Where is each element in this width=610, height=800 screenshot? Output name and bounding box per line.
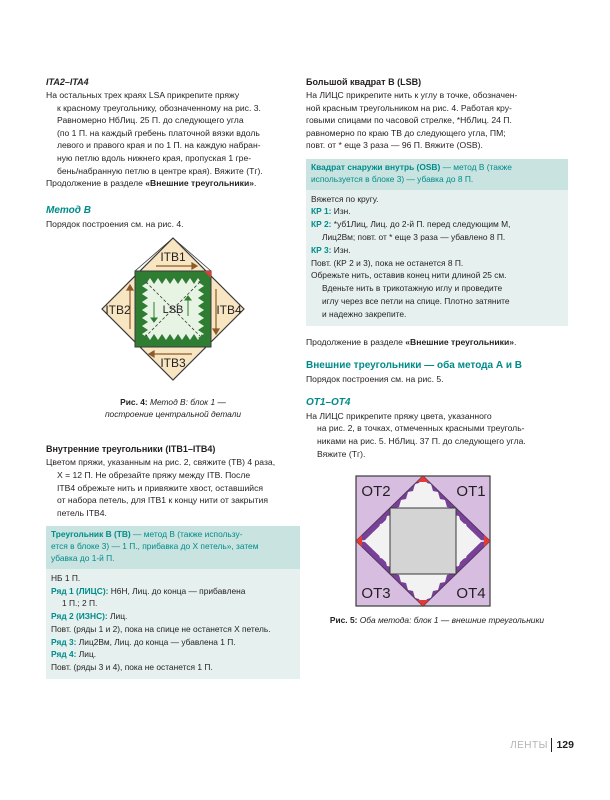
- inner-text-line: петель ITB4.: [57, 507, 107, 518]
- method-b-text: Порядок построения см. на рис. 4.: [46, 218, 184, 229]
- fig5-label-tl: ОТ2: [361, 483, 391, 501]
- inner-text-line: Цветом пряжи, указанным на рис. 2, свяжите (ТВ) 4 раза,: [46, 457, 276, 468]
- big-text-line: повт. от * еще 3 раза — 96 П. Вяжите (OSB).: [306, 140, 483, 151]
- big-text-line: ной красным треугольником на рис. 4. Работая кру-: [306, 102, 512, 113]
- outer-triangles-title: Внешние треугольники — оба метода А и В: [306, 360, 523, 372]
- fig5-caption: Рис. 5: Оба метода: блок 1 — внешние треугольники: [329, 615, 545, 626]
- ot-text-line: на рис. 2, в точках, отмеченных красными треуголь-: [317, 423, 525, 434]
- osb-continuation: Продолжение в разделе «Внешние треугольники».: [306, 336, 517, 347]
- method-b-title: Метод В: [46, 204, 91, 216]
- big-text-line: На ЛИЦС прикрепите нить к углу в точке, обозначен-: [306, 90, 518, 100]
- box-line: и надежно закрепите.: [322, 308, 407, 319]
- box-row-1-cont: 1 П.; 2 П.: [62, 598, 98, 609]
- box-row-1: Ряд 1 (ЛИЦС): Н6Н, Лиц. до конца — прибавлена: [51, 585, 246, 596]
- continuation-link: «Внешние треугольники»: [145, 178, 255, 189]
- ita-text-line: бень/набранную петлю в центре края). Вяжите (Тг).: [57, 165, 263, 176]
- triangle-b-box-header: Треугольник В (ТВ) — метод В (также использу- ется в блоке 3) — 1 П., прибавка до X петель», затем убавка до 1-й П.: [46, 526, 300, 568]
- inner-triangles-title: Внутренние треугольники (ITB1–ITB4): [46, 444, 216, 455]
- fig5-label-tr: ОТ1: [456, 483, 486, 501]
- box-line: иглу через все петли на спице. Плотно затяните: [322, 295, 510, 306]
- page-number: 129: [556, 739, 574, 751]
- box-kr-2-cont: Лиц2Вм; повт. от * еще 3 раза — убавлено 8 П.: [322, 231, 506, 242]
- fig5-label-bl: ОТ3: [361, 585, 391, 603]
- fig4-caption-line2: построение центральной детали: [104, 409, 242, 420]
- inner-text-line: от набора петель, для ITB1 к концу нити от закрытия: [57, 495, 268, 506]
- box-line: Вяжется по кругу.: [311, 193, 379, 204]
- ita-continuation: Продолжение в разделе «Внешние треугольники».: [46, 178, 257, 189]
- big-text-line: равномерно по краю ТВ до следующего угла, ПМ;: [306, 127, 506, 138]
- ot-text-line: никами на рис. 5. НбЛиц. 37 П. до следующего угла.: [317, 435, 526, 446]
- box-kr-2: КР 2: *уб1Лиц, Лиц. до 2-й П. перед следующим М,: [311, 219, 511, 230]
- big-square-title: Большой квадрат В (LSB): [306, 77, 422, 87]
- big-text-line: говыми спицами по часовой стрелке, *НбЛиц. 24 П.: [306, 115, 512, 126]
- box-line: Повт. (ряды 3 и 4), пока не останется 1 П.: [51, 662, 213, 673]
- ita-text-line: (по 1 П. на каждый гребень платочной вязки вдоль: [57, 127, 260, 138]
- box-kr-3: КР 3: Изн.: [311, 244, 351, 255]
- ot-title: ОТ1–ОТ4: [306, 396, 351, 408]
- osb-box-header: Квадрат снаружи внутрь (OSB) — метод В (также используется в блоке 3) — убавка до 8 П.: [306, 159, 568, 190]
- box-line: Вденьте нить в трикотажную иглу и проведите: [322, 283, 503, 294]
- fig4-label-center: LSB: [162, 304, 184, 317]
- left-column: [46, 76, 300, 679]
- fig4-caption-line1: Рис. 4: Метод В: блок 1 —: [120, 397, 226, 408]
- footer-section-name: ЛЕНТЫ: [510, 740, 548, 751]
- figure-4-diagram: [46, 234, 300, 386]
- box-line: Обрежьте нить, оставив конец нити длиной 25 см.: [311, 270, 507, 281]
- right-column: [306, 76, 568, 626]
- figure-5-diagram: [306, 474, 568, 608]
- fig4-label-top: ITB1: [160, 250, 186, 265]
- inner-text-line: X = 12 П. Не обрезайте пряжу между ITB. После: [57, 469, 251, 480]
- ita-text-line: ную петлю вдоль нижнего края, пропуская 1 гре-: [57, 152, 252, 163]
- osb-box-body: [306, 190, 568, 326]
- page-footer: [0, 736, 610, 756]
- box-kr-1: КР 1: Изн.: [311, 206, 351, 217]
- box-line: НБ 1 П.: [51, 572, 81, 583]
- triangle-b-box: [46, 526, 300, 679]
- ita-text-line: к красному треугольнику, обозначенному на рис. 3.: [57, 102, 261, 113]
- box-line: Повт. (КР 2 и 3), пока не останется 8 П.: [311, 257, 464, 268]
- section-title-ita: ITA2–ITA4: [46, 77, 89, 87]
- box-row-4: Ряд 4: Лиц.: [51, 649, 97, 660]
- box-row-2: Ряд 2 (ИЗНС): Лиц.: [51, 611, 128, 622]
- fig4-label-left: ITB2: [105, 303, 131, 318]
- triangle-b-box-body: [46, 569, 300, 679]
- fig4-label-bottom: ITB3: [160, 356, 186, 371]
- osb-box: [306, 159, 568, 326]
- fig5-label-br: ОТ4: [456, 585, 486, 603]
- ita-text-line: Равномерно НбЛиц. 25 П. до следующего угла: [57, 115, 244, 126]
- ita-text-line: На остальных трех краях LSA прикрепите пряжу: [46, 90, 240, 100]
- fig4-label-right: ITB4: [216, 303, 242, 318]
- footer-divider: [551, 738, 552, 752]
- box-row-3: Ряд 3: Лиц2Вм, Лиц. до конца — убавлена 1 П.: [51, 636, 236, 647]
- ot-text-line: На ЛИЦС прикрепите пряжу цвета, указанного: [306, 410, 492, 421]
- ita-text-line: левого и правого края и по 1 П. на каждую набран-: [57, 140, 261, 151]
- outer-text: Порядок построения см. на рис. 5.: [306, 374, 444, 385]
- box-line: Повт. (ряды 1 и 2), пока на спице не останется X петель.: [51, 623, 271, 634]
- ot-text-line: Вяжите (Тг).: [317, 448, 366, 459]
- continuation-link: «Внешние треугольники»: [405, 336, 515, 347]
- inner-text-line: ITB4 обрежьте нить и привяжите хвост, оставшийся: [57, 482, 264, 493]
